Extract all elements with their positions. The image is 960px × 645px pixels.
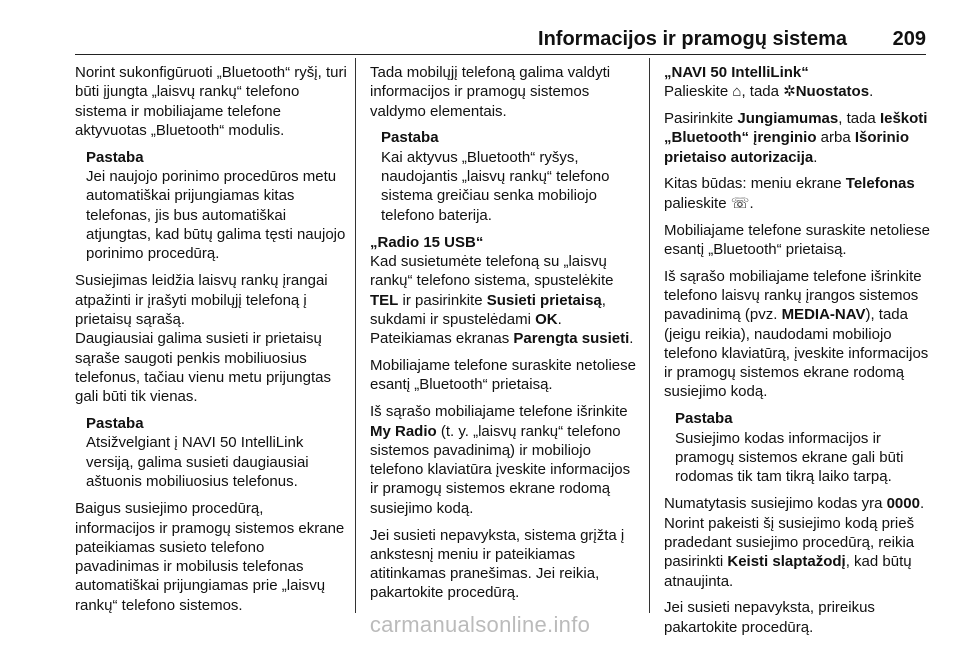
paragraph: Tada mobilųjį telefoną galima valdyti informacijos ir pramogų sistemos valdymo elementais. [370, 64, 611, 120]
paragraph [664, 109, 936, 167]
text: . [749, 194, 754, 212]
text: palieskite [664, 194, 731, 212]
text: . [869, 83, 874, 101]
text: , kad būtų atnaujinta. [664, 553, 912, 590]
paragraph: Norint sukonfigūruoti „Bluetooth“ ryšį, turi būti įjungta „laisvų rankų“ telefono sistema ir mobiliajame telefone aktyvuotas „Bluetooth“ modulis. [75, 64, 347, 139]
note-title: Pastaba [675, 410, 733, 428]
paragraph: Mobiliajame telefone suraskite netoliese esantį „Bluetooth“ prietaisą. [370, 357, 636, 394]
phone-label: Telefonas [845, 175, 915, 193]
tel-label: TEL [370, 291, 399, 309]
radio-section [370, 233, 642, 349]
text: Numatytasis susiejimo kodas yra [664, 495, 887, 513]
column-divider [355, 58, 356, 613]
paragraph: Jei susieti nepavyksta, sistema grįžta į ankstesnį meniu ir pateikiamas atitinkamas pranešimas. Jei reikia, pakartokite procedūrą. [370, 526, 625, 602]
text: arba [816, 129, 855, 147]
gear-icon: ✲ [783, 83, 796, 101]
note-body: Jei naujojo porinimo procedūros metu automatiškai prijungiamas kitas telefonas, jis bus automatiškai atjungtas, kad būtų galima tęsti naujojo porinimo procedūrą. [86, 167, 346, 263]
home-icon: ⌂ [732, 83, 742, 101]
my-radio-label: My Radio [370, 422, 437, 440]
note [381, 128, 642, 224]
text: . Pateikiamas ekranas [370, 311, 562, 348]
note [675, 409, 936, 486]
page-header [0, 0, 960, 56]
text: , tada [838, 110, 880, 128]
paragraph: Jei susieti nepavyksta, prireikus pakartokite procedūrą. [664, 599, 875, 636]
external-auth-label: Išorinio prietaiso autorizacija [664, 129, 910, 166]
column-3 [664, 63, 936, 645]
navi-section [664, 63, 936, 102]
note [86, 148, 347, 264]
text: Kitas būdas: meniu ekrane [664, 175, 846, 193]
note-body: Kai aktyvus „Bluetooth“ ryšys, naudojantis „laisvų rankų“ telefono sistema greičiau senka mobiliojo telefono baterija. [381, 148, 610, 224]
note-title: Pastaba [381, 129, 439, 147]
text: ), tada (jeigu reikia), naudodami mobiliojo telefono klaviatūrą, įveskite informacijos ir pramogų sistemos ekrane rodomą susiejimo kodą. [664, 306, 929, 401]
note-body: Atsižvelgiant į NAVI 50 IntelliLink versiją, galima susieti daugiausiai aštuonis mobiliuosius telefonus. [86, 434, 309, 490]
header-rule [75, 54, 926, 55]
text: . [813, 148, 818, 166]
search-device-label: Ieškoti „Bluetooth“ įrenginio [664, 110, 928, 147]
text: (t. y. „laisvų rankų“ telefono sistemos pavadinimą) ir mobiliojo telefono klaviatūra įveskite informacijos ir pramogų sistemos ekrane rodomą susiejimo kodą. [370, 422, 631, 517]
settings-label: Nuostatos [795, 83, 870, 101]
text: . [629, 330, 634, 348]
note-body: Susiejimo kodas informacijos ir pramogų sistemos ekrane gali būti rodomas tik tam tikrą laiko tarpą. [675, 429, 904, 486]
paragraph: Mobiliajame telefone suraskite netoliese esantį „Bluetooth“ prietaisą. [664, 221, 930, 258]
ok-label: OK [535, 311, 558, 329]
text: ir pasirinkite [398, 291, 487, 309]
note-title: Pastaba [86, 415, 144, 433]
change-password-label: Keisti slaptažodį [727, 553, 846, 571]
media-nav-label: MEDIA-NAV [781, 306, 866, 324]
text: . Norint pakeisti šį susiejimo kodą prieš pradedant susiejimo procedūrą, reikia pasirinkti [664, 495, 925, 571]
column-divider [649, 58, 650, 613]
text: Iš sąrašo mobiliajame telefone išrinkite [370, 403, 628, 421]
paragraph [370, 402, 642, 518]
paragraph: Susiejimas leidžia laisvų rankų įrangai atpažinti ir įrašyti mobilųjį telefoną į prietaisų sąrašą. [75, 272, 328, 329]
paragraph: Baigus susiejimo procedūrą, informacijos ir pramogų sistemos ekrane pateikiamas susieto telefono pavadinimas ir mobilusis telefonas automatiškai prijungiamas prie „laisvų rankų“ telefono sistemos. [75, 500, 345, 614]
page-number: 209 [892, 28, 926, 50]
section-title: „NAVI 50 IntelliLink“ [664, 64, 809, 81]
note-title: Pastaba [86, 148, 144, 166]
text: Palieskite [664, 83, 733, 101]
column-2 [370, 63, 642, 610]
pair-device-label: Susieti prietaisą [486, 291, 602, 309]
phone-icon: ☏ [730, 194, 750, 212]
paragraph [664, 494, 936, 590]
text: , tada [741, 83, 784, 101]
text: Kad susietumėte telefoną su „laisvų rankų“ telefono sistema, spustelėkite [370, 253, 614, 290]
text: Pasirinkite [664, 110, 738, 128]
watermark: carmanualsonline.info [369, 612, 591, 637]
paragraph [664, 267, 936, 402]
section-title: „Radio 15 USB“ [370, 233, 484, 251]
paragraph [664, 174, 936, 213]
text: , sukdami ir spustelėdami [370, 291, 606, 329]
default-code: 0000 [886, 495, 920, 513]
column-1 [75, 63, 347, 623]
paragraph: Daugiausiai galima susieti ir prietaisų sąraše saugoti penkis mobiliuosius telefonus, tačiau vienu metu prijungtas gali būti tik vienas. [75, 330, 331, 406]
connections-label: Jungiamumas [737, 110, 839, 128]
page-title: Informacijos ir pramogų sistema [538, 28, 847, 50]
note [86, 414, 347, 491]
ready-to-pair-label: Parengta susieti [513, 330, 630, 348]
text: Iš sąrašo mobiliajame telefone išrinkite telefono laisvų rankų įrangos sistemos pavadinimą (pvz. [664, 267, 922, 324]
